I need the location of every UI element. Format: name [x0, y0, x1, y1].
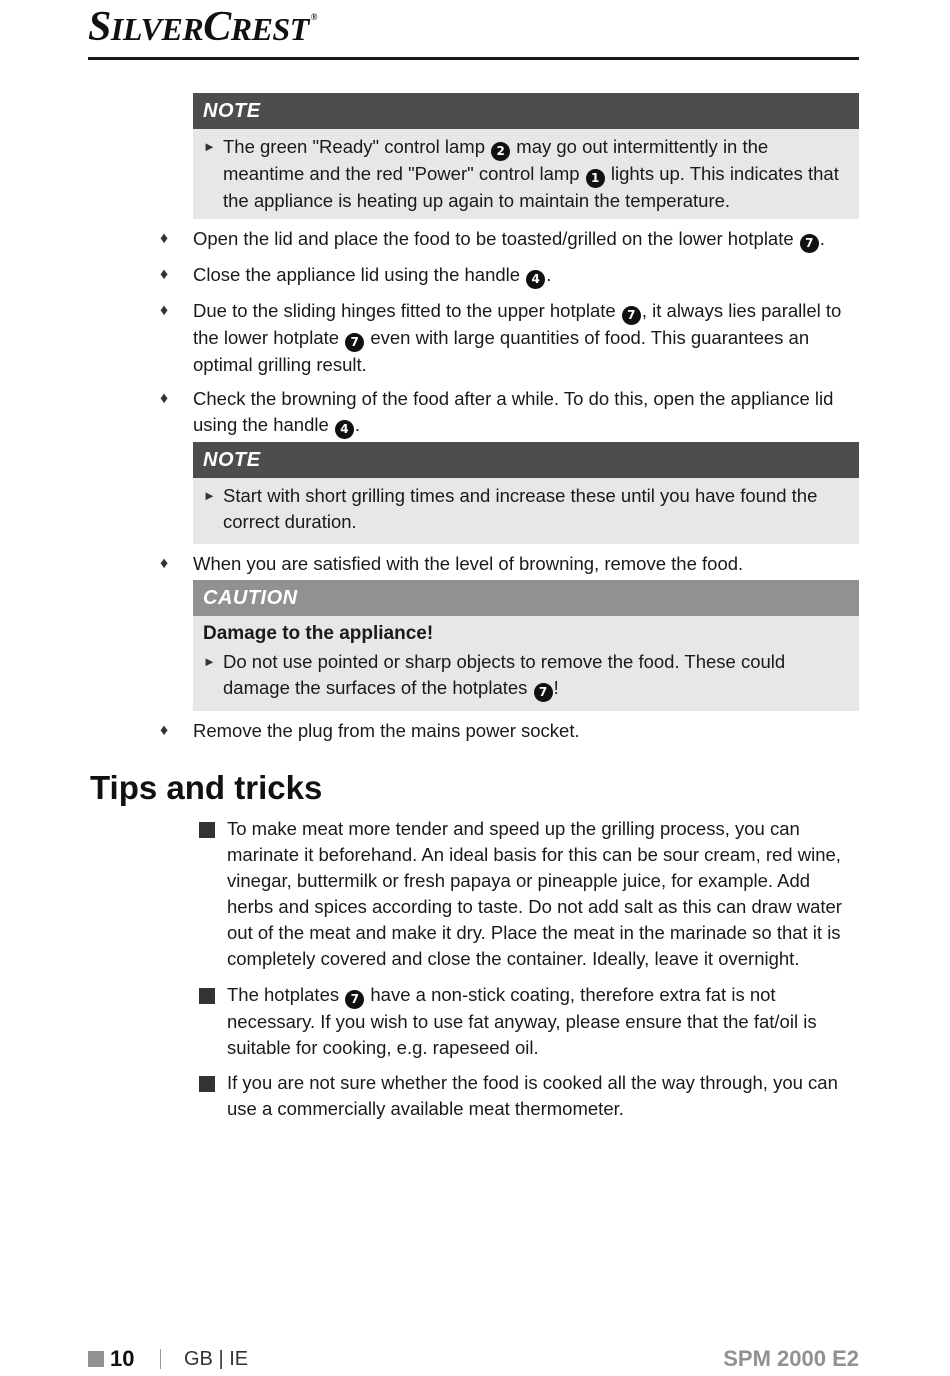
header-rule	[88, 57, 859, 60]
tip-item-marinate: To make meat more tender and speed up the grilling process, you can marinate it beforehand. An ideal basis for this can be sour cream, red wine, vinegar, buttermilk or fresh papaya or pineapple juice, for example. Add herbs and spices according to taste. Do not add salt as this can draw water out of the meat and make it dry. Place the meat in the marinade so that it is completely covered and close the container. Ideally, leave it overnight.	[199, 816, 859, 972]
square-bullet-icon	[199, 988, 215, 1004]
note-body	[193, 478, 859, 541]
caution-item: ► Do not use pointed or sharp objects to remove the food. These could damage the surfaces of the hotplates 7 !	[203, 649, 847, 702]
step-bullet-close-lid: ♦ Close the appliance lid using the handle 4 .	[160, 262, 859, 288]
number-badge: 4	[335, 420, 354, 439]
number-badge: 7	[800, 234, 819, 253]
diamond-bullet-icon: ♦	[160, 390, 169, 407]
page-number: 10	[110, 1346, 135, 1371]
step-bullet-check-browning: ♦ Check the browning of the food after a while. To do this, open the appliance lid using the handle 4 .	[160, 386, 859, 438]
step-bullet-remove-plug: ♦ Remove the plug from the mains power socket.	[160, 718, 859, 744]
number-badge: 1	[586, 169, 605, 188]
tip-item-non-stick: The hotplates 7 have a non-stick coating, therefore extra fat is not necessary. If you wish to use fat anyway, please ensure that the fat/oil is suitable for cooking, e.g. rapeseed oil.	[199, 982, 859, 1060]
number-badge: 7	[345, 333, 364, 352]
number-badge: 4	[526, 270, 545, 289]
diamond-bullet-icon: ♦	[160, 302, 169, 319]
arrow-icon: ►	[203, 139, 216, 154]
square-bullet-icon	[199, 822, 215, 838]
note-box-grilling-times	[193, 442, 859, 544]
footer-square-icon	[88, 1351, 104, 1367]
number-badge: 7	[622, 306, 641, 325]
note-item: ► Start with short grilling times and increase these until you have found the correct duration.	[203, 485, 818, 532]
number-badge: 7	[534, 683, 553, 702]
caution-heading: CAUTION	[193, 580, 859, 616]
arrow-icon: ►	[203, 654, 216, 669]
diamond-bullet-icon: ♦	[160, 230, 169, 247]
footer-language: GB | IE	[184, 1348, 249, 1370]
caution-title: Damage to the appliance!	[203, 623, 434, 644]
diamond-bullet-icon: ♦	[160, 266, 169, 283]
number-badge: 7	[345, 990, 364, 1009]
number-badge: 2	[491, 142, 510, 161]
step-bullet-remove-food: ♦ When you are satisfied with the level of browning, remove the food.	[160, 551, 859, 577]
note-heading: NOTE	[193, 442, 859, 478]
note-item: ► The green "Ready" control lamp 2 may go out intermittently in the meantime and the red "Power" control lamp 1 lights up. This indicates that the appliance is heating up again to maintain the temperature.	[203, 136, 839, 211]
note-body	[193, 129, 859, 220]
arrow-icon: ►	[203, 488, 216, 503]
diamond-bullet-icon: ♦	[160, 722, 169, 739]
diamond-bullet-icon: ♦	[160, 555, 169, 572]
note-heading: NOTE	[193, 93, 859, 129]
caution-body	[193, 616, 859, 708]
step-bullet-open-lid: ♦ Open the lid and place the food to be toasted/grilled on the lower hotplate 7 .	[160, 226, 859, 252]
footer-model: SPM 2000 E2	[723, 1346, 859, 1371]
square-bullet-icon	[199, 1076, 215, 1092]
tip-item-thermometer: If you are not sure whether the food is cooked all the way through, you can use a commercially available meat thermometer.	[199, 1070, 859, 1122]
silvercrest-logo: SILVERCREST ®	[88, 4, 317, 50]
caution-box	[193, 580, 859, 711]
step-bullet-sliding-hinges: ♦ Due to the sliding hinges fitted to the upper hotplate 7 , it always lies parallel to the lower hotplate 7 even with large quantities of food. This guarantees an optimal grilling result.	[160, 300, 842, 375]
footer-divider	[160, 1349, 161, 1369]
section-heading-tips: Tips and tricks	[90, 769, 323, 806]
note-box-ready-lamp	[193, 93, 859, 219]
